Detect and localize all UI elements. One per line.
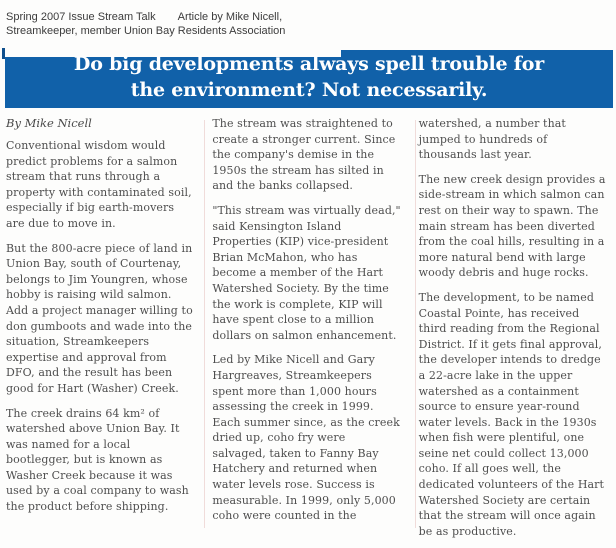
paragraph: But the 800-acre piece of land in Union Bay, south of Courtenay, belongs to Jim Youngren, whose hobby is raising wild salmon. Add a project manager willing to don gumboots and wade into the situation, Streamkeepers expertise and approval from DFO, and the result has been good for Hart (Washer) Creek. xyxy=(6,241,193,395)
headline-line1: Do big developments always spell trouble for xyxy=(73,53,545,75)
article-credit: Article by Mike Nicell, xyxy=(177,11,283,23)
paragraph: Led by Mike Nicell and Gary Hargreaves, Streamkeepers spent more than 1,000 hours assessing the creek in 1999. Each summer since, as the creek dried up, coho fry were salvaged, taken to Fanny Bay Hatchery and returned when water levels rose. Success is measurable. In 1999, only 5,000 coho were counted in the xyxy=(212,353,400,523)
byline: By Mike Nicell xyxy=(6,116,92,130)
article-column-3 xyxy=(419,116,608,548)
paragraph: watershed, a number that jumped to hundreds of thousands last year. xyxy=(418,117,566,162)
article-column-1 xyxy=(6,116,195,548)
paragraph: Conventional wisdom would predict problems for a salmon stream that runs through a property with contaminated soil, especially if big earth-movers are due to move in. xyxy=(6,139,192,230)
column-divider xyxy=(415,120,416,528)
issue-credit-block xyxy=(0,0,616,38)
article-column-2 xyxy=(212,116,401,548)
headline-text xyxy=(5,51,613,103)
paragraph: The development, to be named Coastal Pointe, has received third reading from the Regional District. If it gets final approval, the developer intends to dredge a 22-acre lake in the upper watershed as a containment source to ensure year-round water levels. Back in the 1930s when fish were plentiful, one seine net could collect 13,000 coho. If all goes well, the dedicated volunteers of the Hart Watershed Society are certain that the stream will once again be as productive. xyxy=(418,290,605,538)
article-body xyxy=(6,116,608,548)
paragraph: The stream was straightened to create a stronger current. Since the company's demise in the 1950s the stream has silted in and the banks collapsed. xyxy=(212,117,396,193)
issue-credit-line2: Streamkeeper, member Union Bay Residents Association xyxy=(6,25,286,37)
paragraph: The creek drains 64 km² of watershed above Union Bay. It was named for a local bootlegger, but is known as Washer Creek because it was used by a coal company to wash the product before shipping. xyxy=(6,406,189,514)
headline-line2: the environment? Not necessarily. xyxy=(130,79,488,101)
paragraph: The new creek design provides a side-stream in which salmon can rest on their way to spawn. The main stream has been diverted from the coal hills, resulting in a more natural bend with large woody debris and huge rocks. xyxy=(418,172,606,280)
paragraph: "This stream was virtually dead," said Kensington Island Properties (KIP) vice-president Brian McMahon, who has become a member of the Hart Watershed Society. By the time the work is complete, KIP will have spent close to a million dollars on salmon enhancement. xyxy=(212,203,401,342)
issue-credit-line1 xyxy=(6,10,608,24)
headline-banner xyxy=(5,50,613,108)
issue-title: Spring 2007 Issue Stream Talk xyxy=(6,11,156,23)
column-divider xyxy=(204,120,205,528)
